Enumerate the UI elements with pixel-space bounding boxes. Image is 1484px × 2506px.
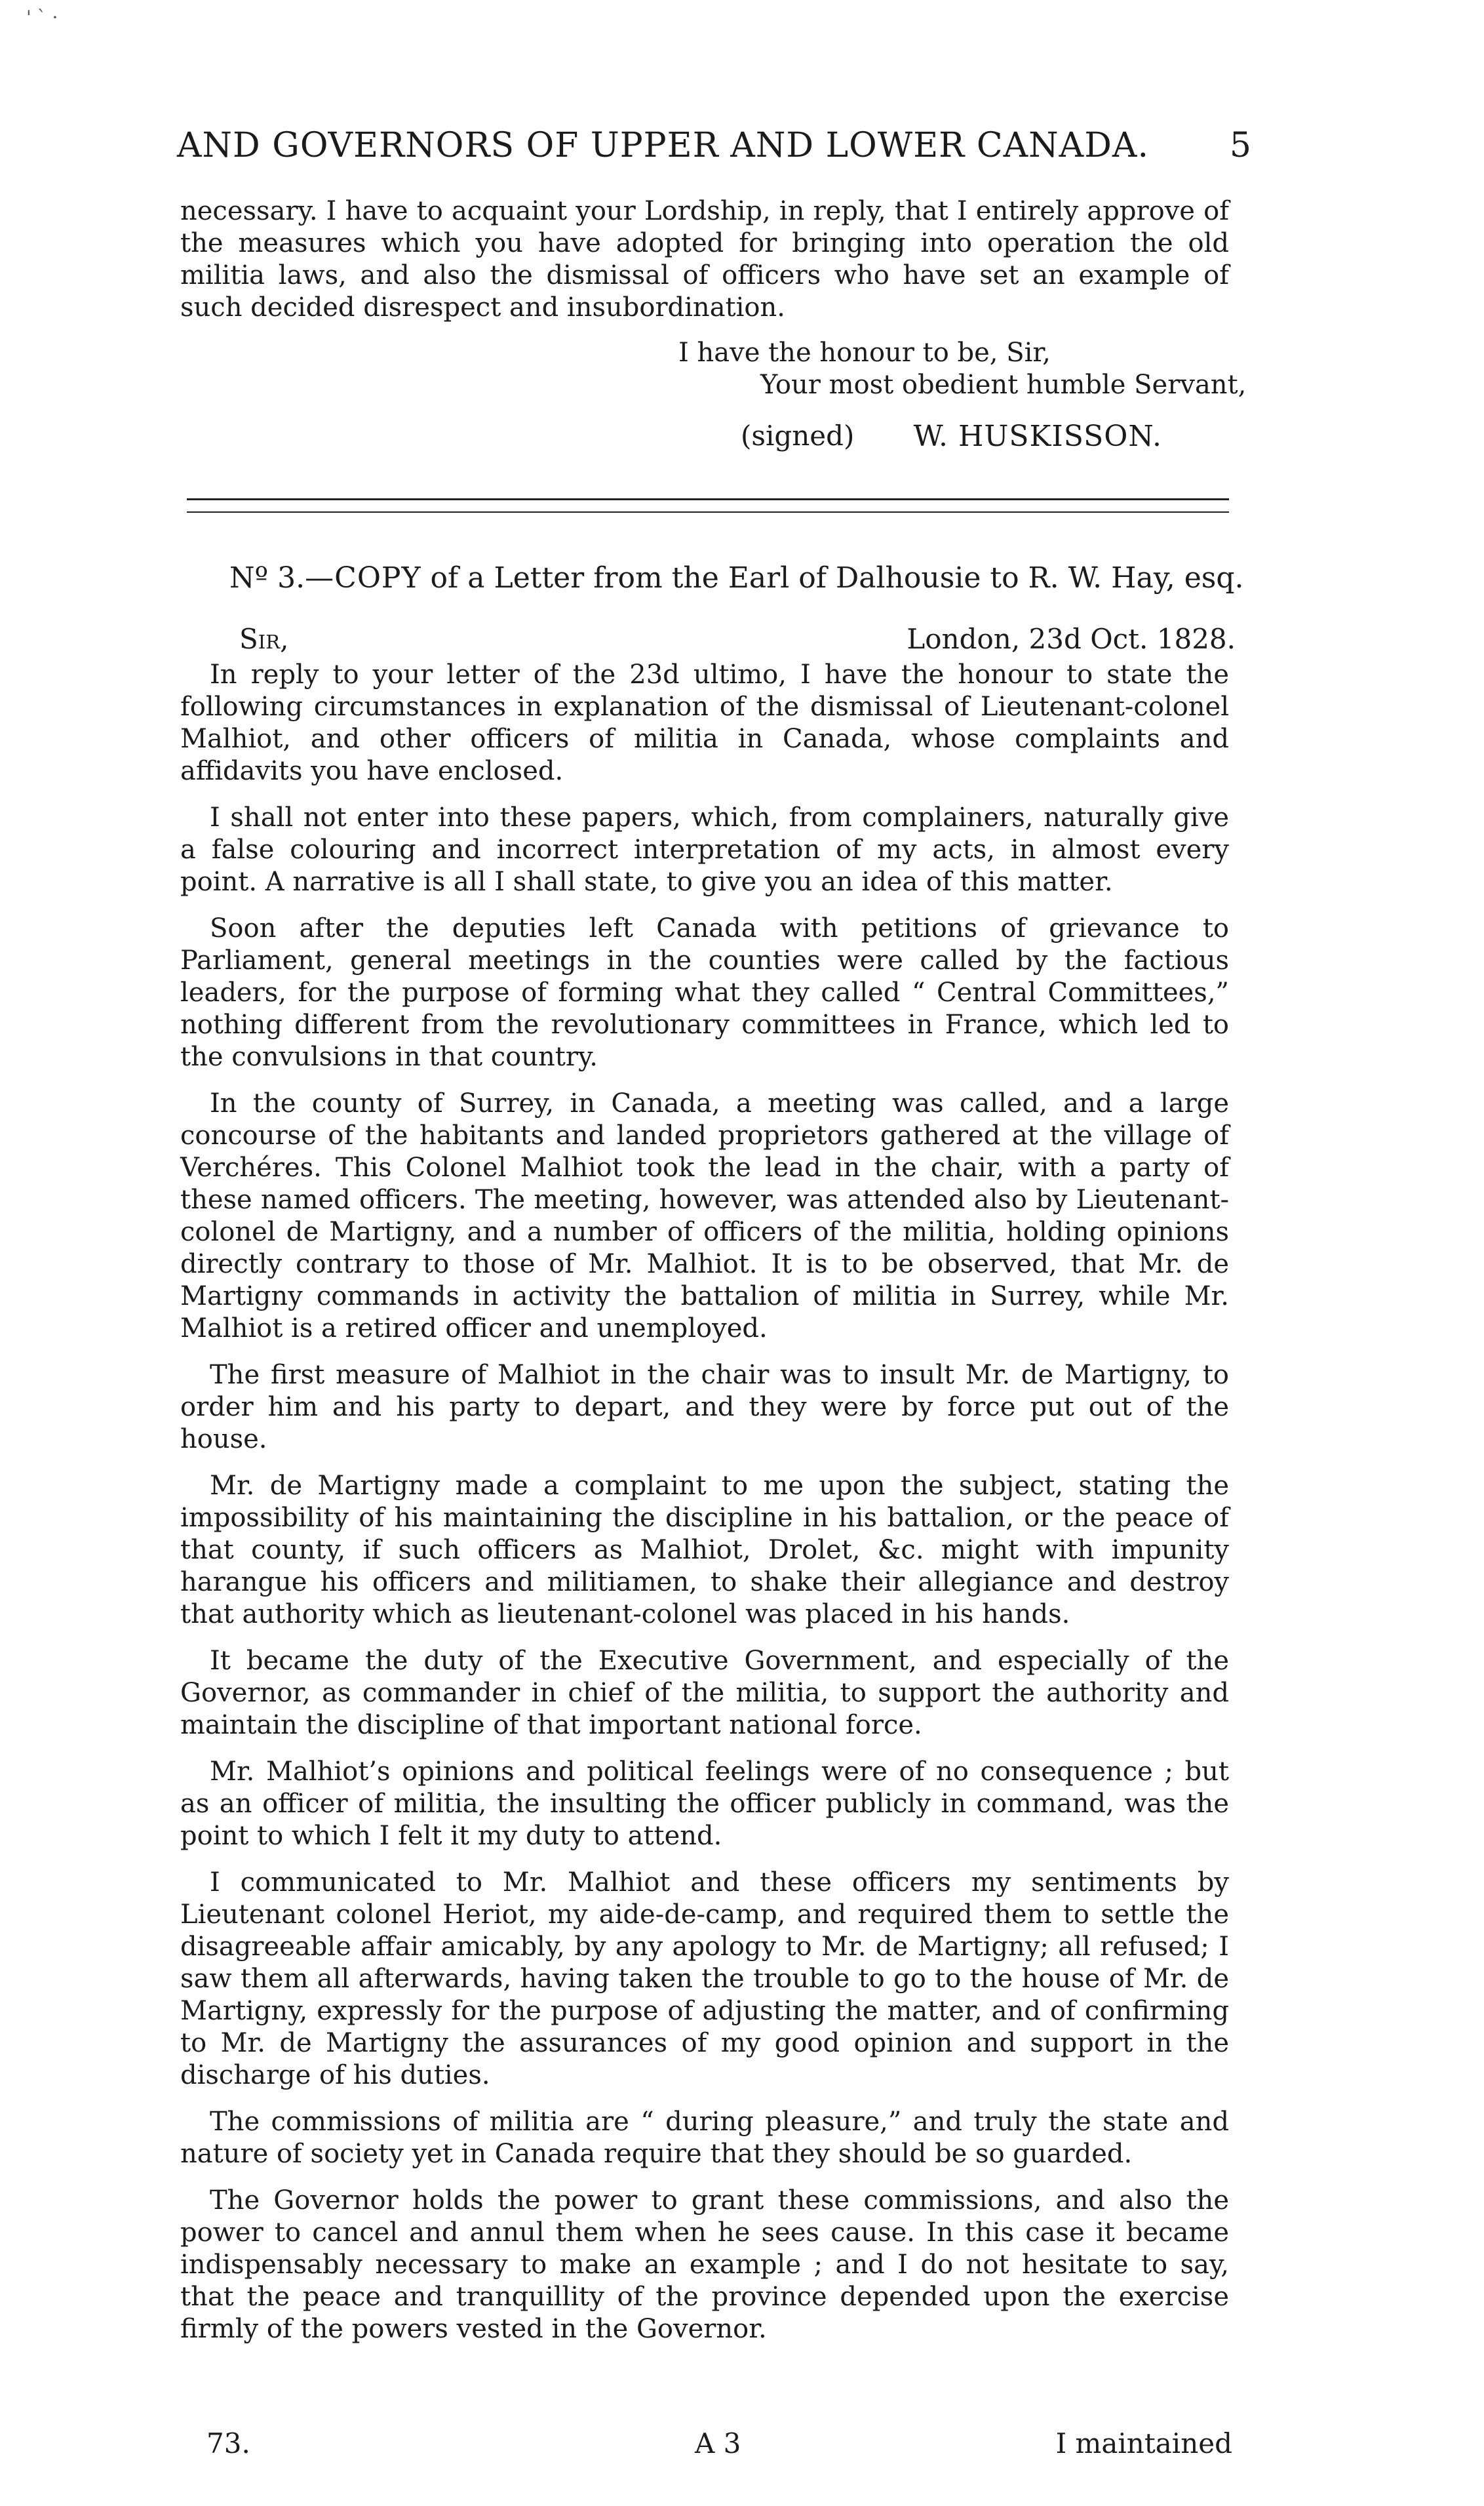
body-paragraph-10: The commissions of militia are “ during pleasure,” and truly the state and nature of society yet in Canada require that they should be so guarded.: [180, 2107, 1229, 2169]
signed-label: (signed): [741, 420, 855, 452]
letter-body: [180, 659, 1229, 2360]
closing-line-1: I have the honour to be, Sir,: [678, 338, 1051, 368]
body-paragraph-7: It became the duty of the Executive Government, and especially of the Governor, as commander in chief of the militia, to support the authority and maintain the discipline of that important national force.: [180, 1646, 1229, 1740]
body-paragraph-9: I communicated to Mr. Malhiot and these officers my sentiments by Lieutenant colonel Heriot, my aide-de-camp, and required them to settle the disagreeable affair amicably, by any apology to Mr. de Martigny; all refused; I saw them all afterwards, having taken the trouble to go to the house of Mr. de Martigny, expressly for the purpose of adjusting the matter, and of confirming to Mr. de Martigny the assurances of my good opinion and support in the discharge of his duties.: [180, 1867, 1229, 2090]
letter-copy-label: —COPY: [305, 561, 421, 595]
footer-signature-mark: A 3: [695, 2427, 741, 2459]
section-divider: [187, 498, 1229, 500]
running-title: AND GOVERNORS OF UPPER AND LOWER CANADA.: [177, 126, 1149, 165]
body-paragraph-5: The first measure of Malhiot in the chair was to insult Mr. de Martigny, to order him and his party to depart, and they were by force put out of the house.: [180, 1360, 1229, 1454]
body-paragraph-4: In the county of Surrey, in Canada, a meeting was called, and a large concourse of the habitants and landed proprietors gathered at the village of Verchéres. This Colonel Malhiot took the lead in the chair, with a party of these named officers. The meeting, however, was attended also by Lieutenant-colonel de Martigny, and a number of officers of the militia, holding opinions directly contrary to those of Mr. Malhiot. It is to be observed, that Mr. de Martigny commands in activity the battalion of militia in Surrey, while Mr. Malhiot is a retired officer and unemployed.: [180, 1088, 1229, 1343]
letter-date: London, 23d Oct. 1828.: [907, 623, 1236, 655]
salutation-row: [239, 623, 1236, 655]
body-paragraph-6: Mr. de Martigny made a complaint to me upon the subject, stating the impossibility of his maintaining the discipline in his battalion, or the peace of that county, if such officers as Malhiot, Drolet, &c. might with impunity harangue his officers and militiamen, to shake their allegiance and destroy that authority which as lieutenant-colonel was placed in his hands.: [180, 1471, 1229, 1629]
body-paragraph-2: I shall not enter into these papers, which, from complainers, naturally give a false colouring and incorrect interpretation of my acts, in almost every point. A narrative is all I shall state, to give you an idea of this matter.: [180, 803, 1229, 897]
scan-artifact: ' ` ·: [26, 7, 58, 28]
footer-catchword: I maintained: [1055, 2427, 1232, 2459]
letter-number: Nº 3.: [229, 561, 305, 595]
letter-description: of a Letter from the Earl of Dalhousie to R. W. Hay, esq.: [421, 561, 1244, 595]
footer-folio: 73.: [206, 2427, 250, 2459]
letter-heading: [229, 561, 1244, 595]
intro-block: [180, 195, 1229, 338]
body-paragraph-8: Mr. Malhiot’s opinions and political feelings were of no consequence ; but as an officer of militia, the insulting the officer publicly in command, was the point to which I felt it my duty to attend.: [180, 1757, 1229, 1851]
page-number: 5: [1229, 126, 1252, 165]
section-divider-thin: [187, 511, 1229, 513]
closing-line-2: Your most obedient humble Servant,: [760, 370, 1247, 400]
signature-row: [741, 420, 1162, 453]
salutation: Sir,: [239, 623, 289, 655]
body-paragraph-3: Soon after the deputies left Canada with petitions of grievance to Parliament, general meetings in the counties were called by the factious leaders, for the purpose of forming what they called “ Central Committees,” nothing different from the revolutionary committees in France, which led to the convulsions in that country.: [180, 913, 1229, 1072]
body-paragraph-11: The Governor holds the power to grant these commissions, and also the power to cancel and annul them when he sees cause. In this case it became indispensably necessary to make an example ; and I do not hesitate to say, that the peace and tranquillity of the province depended upon the exercise firmly of the powers vested in the Governor.: [180, 2185, 1229, 2344]
body-paragraph-1: In reply to your letter of the 23d ultimo, I have the honour to state the following circumstances in explanation of the dismissal of Lieutenant-colonel Malhiot, and other officers of militia in Canada, whose complaints and affidavits you have enclosed.: [180, 660, 1229, 786]
running-header: [177, 126, 1252, 178]
signatory-name: W. HUSKISSON.: [913, 420, 1163, 453]
intro-paragraph: necessary. I have to acquaint your Lordship, in reply, that I entirely approve of the measures which you have adopted for bringing into operation the old militia laws, and also the dismissal of officers who have set an example of such decided disrespect and insubordination.: [180, 196, 1229, 323]
